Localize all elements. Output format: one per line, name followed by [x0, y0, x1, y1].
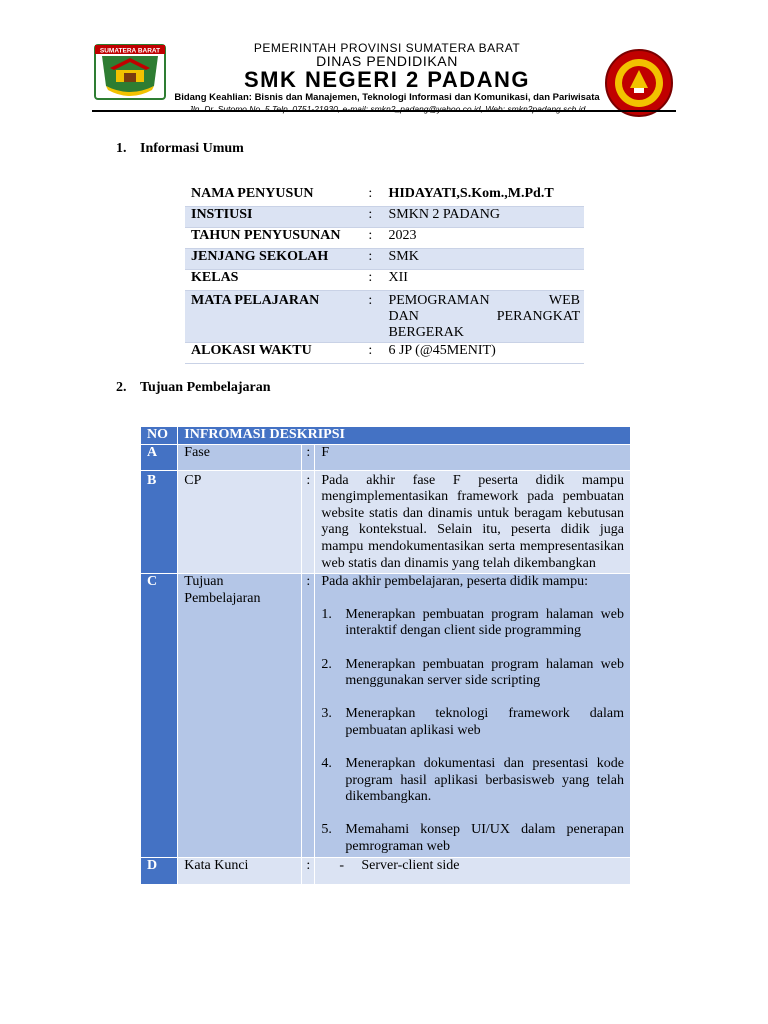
goal-number: 2.: [321, 656, 332, 672]
info-table: [185, 186, 584, 364]
goal-number: 1.: [321, 606, 332, 622]
info-value: SMKN 2 PADANG: [382, 207, 584, 228]
row-category: CP: [178, 470, 302, 574]
keyword-dash: -: [339, 857, 345, 873]
keyword-text: Server-client side: [361, 857, 460, 873]
row-description: [315, 574, 630, 858]
goal-text: Menerapkan pembuatan program halaman web interaktif dengan client side programming: [345, 606, 624, 639]
row-description: [315, 857, 630, 884]
info-colon: :: [364, 249, 382, 270]
info-value-subject: [382, 291, 584, 343]
info-label: ALOKASI WAKTU: [191, 343, 312, 358]
goal-item: [321, 706, 624, 739]
row-description: Pada akhir fase F peserta didik mampu mengimplementasikan framework pada pembuatan website statis dan dinamis untuk beragam kebutusan yang kontekstual. Selain itu, peserta didik juga mampu mendokumentasikan serta mempresentasikan web statis dan dinamis yang telah dikembangkan: [315, 470, 630, 574]
info-label: JENJANG SEKOLAH: [185, 249, 364, 270]
goal-text: Menerapkan dokumentasi dan presentasi kode program hasil aplikasi berbasisweb yang telah dikembangkan.: [345, 756, 624, 805]
row-separator: :: [302, 444, 315, 470]
info-row-subject: [185, 291, 584, 343]
goals-intro: Pada akhir pembelajaran, peserta didik mampu:: [321, 574, 589, 590]
goal-number: 4.: [321, 756, 332, 772]
info-row-level: [185, 249, 584, 270]
row-letter: C: [141, 574, 178, 858]
subject-line: DAN PERANGKAT: [388, 309, 580, 324]
info-row-class: [185, 270, 584, 291]
section-heading-tujuan-pembelajaran: [116, 380, 271, 396]
goal-text: Menerapkan teknologi framework dalam pembuatan aplikasi web: [345, 706, 624, 738]
row-separator: :: [302, 857, 315, 884]
letterhead: [92, 42, 676, 112]
row-letter: D: [141, 857, 178, 884]
info-value: HIDAYATI,S.Kom.,M.Pd.T: [388, 186, 554, 201]
info-value: XII: [388, 270, 408, 285]
info-label: MATA PELAJARAN: [185, 291, 364, 343]
letterhead-school-name: SMK NEGERI 2 PADANG: [243, 67, 530, 92]
info-colon: :: [364, 207, 382, 228]
row-separator: :: [302, 574, 315, 858]
goal-number: 3.: [321, 706, 332, 722]
letterhead-text: [144, 42, 630, 114]
row-category: Fase: [178, 444, 302, 470]
subject-line: BERGERAK: [388, 325, 464, 340]
row-category: Tujuan Pembelajaran: [178, 574, 302, 858]
letterhead-address: Jln. Dr. Sutomo No. 5 Telp. 0751-21930, e-mail: smkn2_padang@yahoo.co.id, Web: smkn2padang.sch.id: [188, 104, 586, 114]
info-colon: :: [368, 270, 373, 285]
row-letter: B: [141, 470, 178, 574]
info-label: TAHUN PENYUSUNAN: [191, 228, 341, 243]
goals-list: [321, 607, 624, 856]
info-colon: :: [364, 291, 382, 343]
info-value: SMK: [382, 249, 584, 270]
goal-text: Menerapkan pembuatan program halaman web menggunakan server side scripting: [345, 656, 624, 689]
letterhead-government: PEMERINTAH PROVINSI SUMATERA BARAT: [253, 41, 521, 55]
letterhead-fields: Bidang Keahlian: Bisnis dan Manajemen, Teknologi Informasi dan Komunikasi, dan Pariwisata: [174, 92, 600, 103]
goal-number: 5.: [321, 822, 332, 838]
goals-row-kata-kunci: [141, 857, 630, 884]
goal-text: Memahami konsep UI/UX dalam penerapan pemrograman web: [345, 822, 624, 855]
row-letter: A: [141, 444, 178, 470]
goal-item: [321, 822, 624, 855]
keyword-item: [321, 858, 624, 875]
subject-line: PEMOGRAMAN WEB: [388, 293, 580, 308]
goals-table: [141, 427, 630, 884]
section-title: Tujuan Pembelajaran: [140, 380, 271, 395]
goal-item: [321, 756, 624, 806]
section-number: 1.: [116, 141, 127, 156]
row-separator: :: [302, 470, 315, 574]
letterhead-divider: [92, 110, 676, 112]
info-row-duration: [185, 343, 584, 364]
row-category: Kata Kunci: [178, 857, 302, 884]
goal-item: [321, 657, 624, 690]
goals-row-cp: [141, 470, 630, 574]
section-title: Informasi Umum: [140, 141, 244, 156]
info-value: 2023: [388, 228, 417, 243]
info-colon: :: [368, 343, 373, 358]
info-label: INSTIUSI: [185, 207, 364, 228]
info-colon: :: [368, 186, 373, 201]
row-description: F: [315, 444, 630, 470]
section-number: 2.: [116, 380, 127, 395]
goal-item: [321, 607, 624, 640]
emblem-caption: SUMATERA BARAT: [99, 47, 161, 55]
info-row-author: [185, 186, 584, 207]
info-value: 6 JP (@45MENIT): [388, 343, 496, 358]
info-label: KELAS: [191, 270, 239, 285]
letterhead-department: DINAS PENDIDIKAN: [316, 53, 458, 69]
info-row-institution: [185, 207, 584, 228]
goals-table-header: [141, 427, 630, 444]
goals-row-fase: [141, 444, 630, 470]
school-emblem-icon: [604, 48, 674, 118]
header-title: INFROMASI DESKRIPSI: [178, 427, 630, 444]
info-row-year: [185, 228, 584, 249]
goals-row-tujuan: [141, 574, 630, 858]
info-colon: :: [368, 228, 373, 243]
header-no: NO: [141, 427, 178, 444]
section-heading-informasi-umum: [116, 141, 244, 157]
info-label: NAMA PENYUSUN: [191, 186, 314, 201]
